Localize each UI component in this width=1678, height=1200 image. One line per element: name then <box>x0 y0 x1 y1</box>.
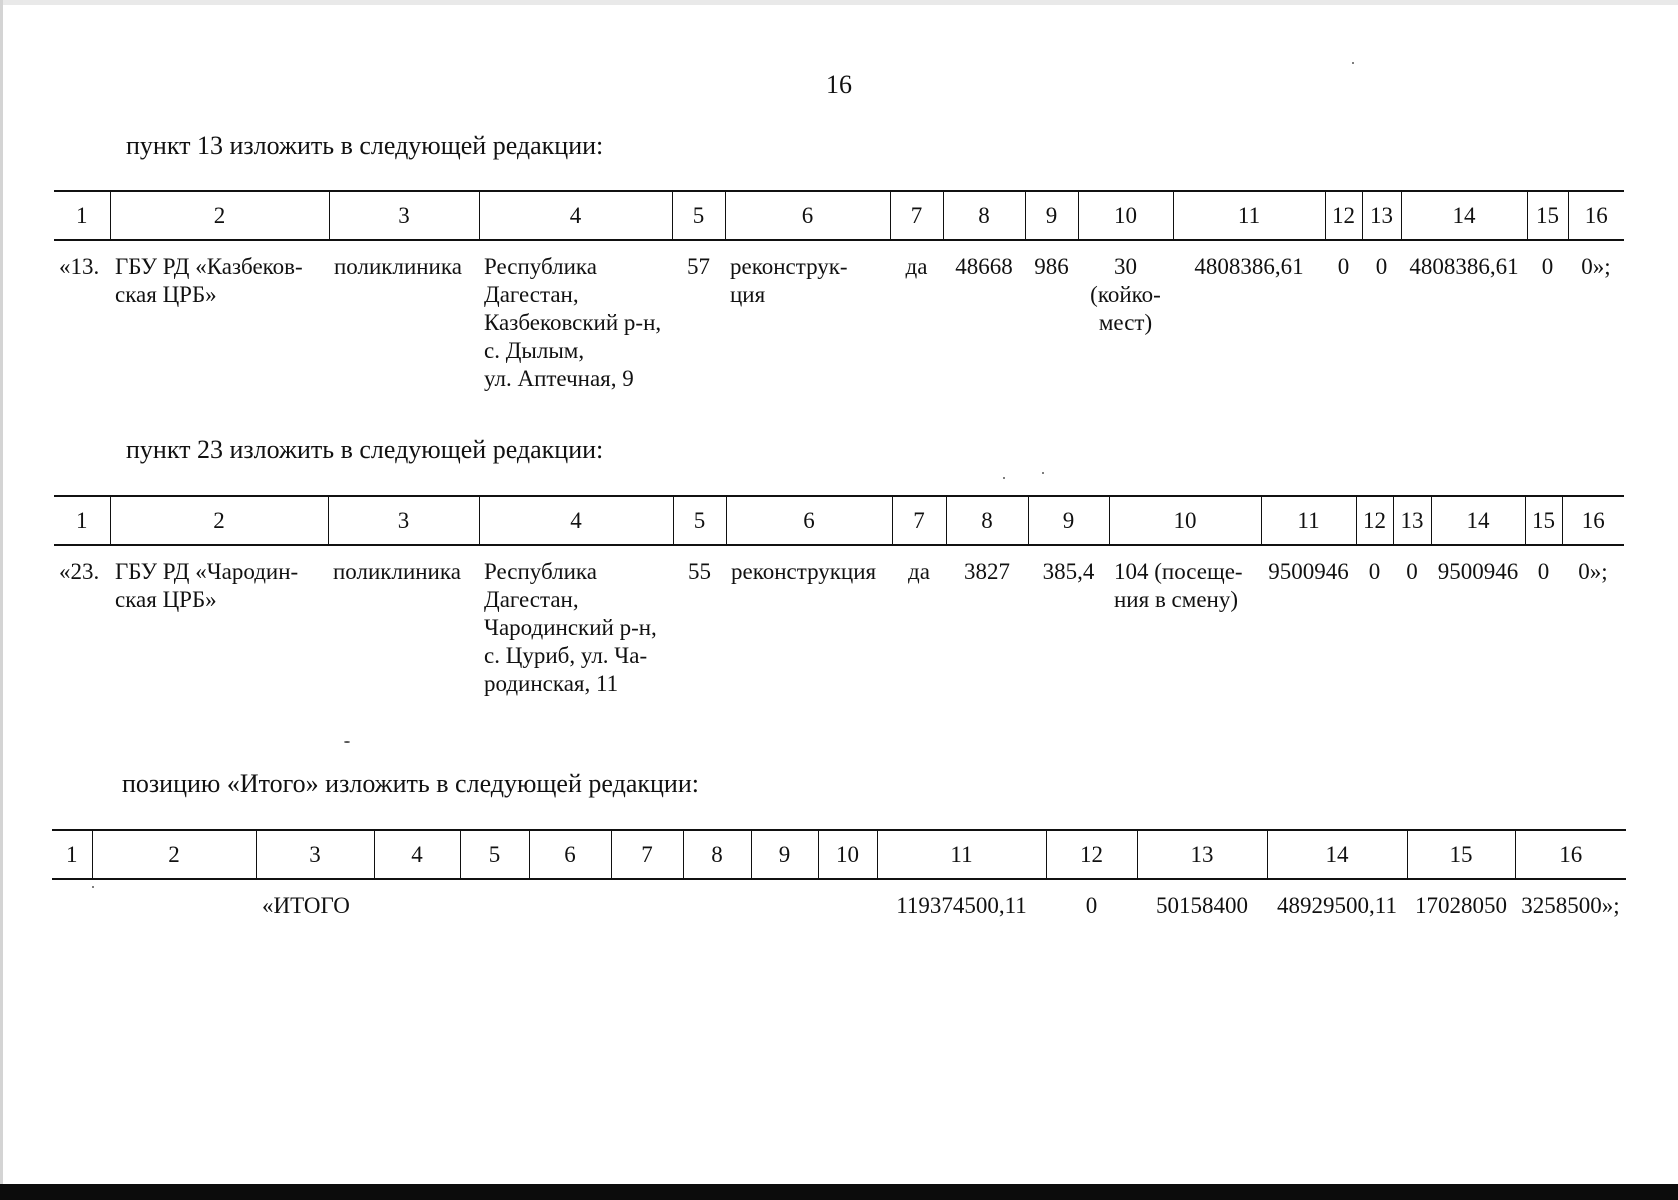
col-header-5: 5 <box>673 496 726 545</box>
total-col-16: 3258500»; <box>1521 893 1620 918</box>
col-header-3: 3 <box>329 191 479 240</box>
table-row-total <box>52 879 1626 920</box>
col-header-8: 8 <box>946 496 1028 545</box>
scan-speck <box>1042 472 1044 474</box>
col-header-7: 7 <box>890 191 943 240</box>
cell-institution <box>110 240 329 393</box>
cell-col-14: 9500946 <box>1437 559 1519 584</box>
table-item-23 <box>54 495 1624 698</box>
table-row <box>54 240 1624 393</box>
section-heading-total: позицию «Итого» изложить в следующей редакции: <box>122 769 699 798</box>
cell-col-11: 4808386,61 <box>1194 254 1304 279</box>
col-header-10: 10 <box>1109 496 1261 545</box>
cell-col-16: 0»; <box>1581 254 1611 279</box>
scan-edge-bottom <box>0 1184 1678 1200</box>
total-col-14: 48929500,11 <box>1277 893 1397 918</box>
col-header-14: 14 <box>1401 191 1527 240</box>
col-header-8: 8 <box>683 830 751 879</box>
cell-line: ул. Аптечная, 9 <box>484 366 634 391</box>
cell-col-12: 0 <box>1337 254 1350 279</box>
cell-object-type: поликлиника <box>334 254 462 279</box>
col-header-8: 8 <box>943 191 1025 240</box>
total-col-11: 119374500,11 <box>896 893 1027 918</box>
col-header-16: 16 <box>1562 496 1624 545</box>
cell-address <box>479 545 673 698</box>
total-label: «ИТОГО <box>262 893 350 918</box>
table-total <box>52 829 1626 920</box>
cell-col-8: 48668 <box>955 254 1013 279</box>
col-header-15: 15 <box>1407 830 1515 879</box>
col-header-16: 16 <box>1515 830 1626 879</box>
cell-institution <box>110 545 328 698</box>
col-header-9: 9 <box>1028 496 1109 545</box>
col-header-11: 11 <box>1261 496 1356 545</box>
cell-col-8: 3827 <box>964 559 1010 584</box>
cell-line: ская ЦРБ» <box>115 282 217 307</box>
col-header-14: 14 <box>1431 496 1525 545</box>
col-header-1: 1 <box>52 830 92 879</box>
col-header-10: 10 <box>1078 191 1173 240</box>
col-header-2: 2 <box>92 830 256 879</box>
cell-work-type <box>726 545 892 698</box>
col-header-6: 6 <box>529 830 611 879</box>
total-col-15: 17028050 <box>1415 893 1507 918</box>
cell-line: с. Дылым, <box>484 338 585 363</box>
col-header-9: 9 <box>1025 191 1078 240</box>
cell-col-11: 9500946 <box>1268 559 1349 584</box>
cell-capacity <box>1109 545 1261 698</box>
cell-col-7: да <box>908 559 930 584</box>
col-header-12: 12 <box>1046 830 1137 879</box>
col-header-7: 7 <box>611 830 683 879</box>
table-row <box>54 545 1624 698</box>
total-col-12: 0 <box>1085 893 1098 918</box>
page-number: 16 <box>826 70 852 99</box>
cell-item-number: «13. <box>59 254 100 279</box>
cell-line: ция <box>730 282 766 307</box>
cell-line: (койко- <box>1090 282 1161 307</box>
col-header-16: 16 <box>1568 191 1624 240</box>
cell-item-number: «23. <box>59 559 100 584</box>
col-header-3: 3 <box>256 830 374 879</box>
col-header-2: 2 <box>110 496 328 545</box>
cell-col-5: 55 <box>688 559 711 584</box>
cell-col-9: 385,4 <box>1042 559 1095 584</box>
cell-line: ГБУ РД «Казбеков- <box>115 254 303 279</box>
col-header-11: 11 <box>1173 191 1325 240</box>
scan-speck <box>344 741 350 743</box>
col-header-13: 13 <box>1393 496 1431 545</box>
cell-col-5: 57 <box>687 254 710 279</box>
cell-line: Казбековский р-н, <box>484 310 662 335</box>
col-header-13: 13 <box>1362 191 1401 240</box>
table-header-row <box>54 496 1624 545</box>
col-header-7: 7 <box>892 496 946 545</box>
scan-edge-left <box>0 0 3 1184</box>
cell-line: Республика <box>484 559 597 584</box>
cell-line: родинская, 11 <box>484 671 619 696</box>
scan-speck <box>1352 62 1354 64</box>
cell-line: реконструк- <box>730 254 848 279</box>
cell-line: ния в смену) <box>1114 587 1238 612</box>
cell-capacity <box>1078 240 1173 393</box>
cell-line: Республика <box>484 254 597 279</box>
col-header-15: 15 <box>1525 496 1562 545</box>
cell-col-14: 4808386,61 <box>1409 254 1519 279</box>
cell-col-12: 0 <box>1368 559 1381 584</box>
section-heading-13: пункт 13 изложить в следующей редакции: <box>126 131 604 160</box>
cell-line: реконструкция <box>731 559 877 584</box>
cell-col-15: 0 <box>1537 559 1550 584</box>
col-header-4: 4 <box>479 191 672 240</box>
col-header-9: 9 <box>751 830 818 879</box>
cell-col-15: 0 <box>1541 254 1554 279</box>
total-col-13: 50158400 <box>1156 893 1248 918</box>
col-header-1: 1 <box>54 496 110 545</box>
cell-line: Дагестан, <box>484 587 579 612</box>
col-header-12: 12 <box>1356 496 1393 545</box>
cell-col-7: да <box>905 254 928 279</box>
cell-col-9: 986 <box>1034 254 1069 279</box>
col-header-15: 15 <box>1527 191 1568 240</box>
cell-line: ская ЦРБ» <box>115 587 217 612</box>
col-header-6: 6 <box>725 191 890 240</box>
col-header-14: 14 <box>1267 830 1407 879</box>
cell-col-16: 0»; <box>1578 559 1608 584</box>
scan-speck <box>1003 477 1005 479</box>
cell-col-13: 0 <box>1406 559 1418 584</box>
col-header-13: 13 <box>1137 830 1267 879</box>
cell-line: мест) <box>1098 310 1153 335</box>
col-header-4: 4 <box>374 830 460 879</box>
cell-line: 104 (посеще- <box>1114 559 1243 584</box>
col-header-11: 11 <box>877 830 1046 879</box>
col-header-2: 2 <box>110 191 329 240</box>
cell-col-13: 0 <box>1375 254 1388 279</box>
scan-speck <box>92 886 94 888</box>
col-header-12: 12 <box>1325 191 1362 240</box>
section-heading-23: пункт 23 изложить в следующей редакции: <box>126 435 604 464</box>
col-header-6: 6 <box>726 496 892 545</box>
col-header-4: 4 <box>479 496 673 545</box>
cell-line: Чародинский р-н, <box>484 615 657 640</box>
cell-line: ГБУ РД «Чародин- <box>115 559 299 584</box>
table-header-row <box>54 191 1624 240</box>
table-header-row <box>52 830 1626 879</box>
col-header-5: 5 <box>672 191 725 240</box>
cell-line: Дагестан, <box>484 282 579 307</box>
col-header-5: 5 <box>460 830 529 879</box>
cell-line: 30 <box>1114 254 1137 279</box>
cell-line: с. Цуриб, ул. Ча- <box>484 643 648 668</box>
cell-work-type <box>725 240 890 393</box>
scan-edge-top <box>0 0 1678 5</box>
cell-address <box>479 240 672 393</box>
col-header-3: 3 <box>328 496 479 545</box>
col-header-10: 10 <box>818 830 877 879</box>
cell-object-type: поликлиника <box>333 559 461 584</box>
col-header-1: 1 <box>54 191 110 240</box>
table-item-13 <box>54 190 1624 393</box>
